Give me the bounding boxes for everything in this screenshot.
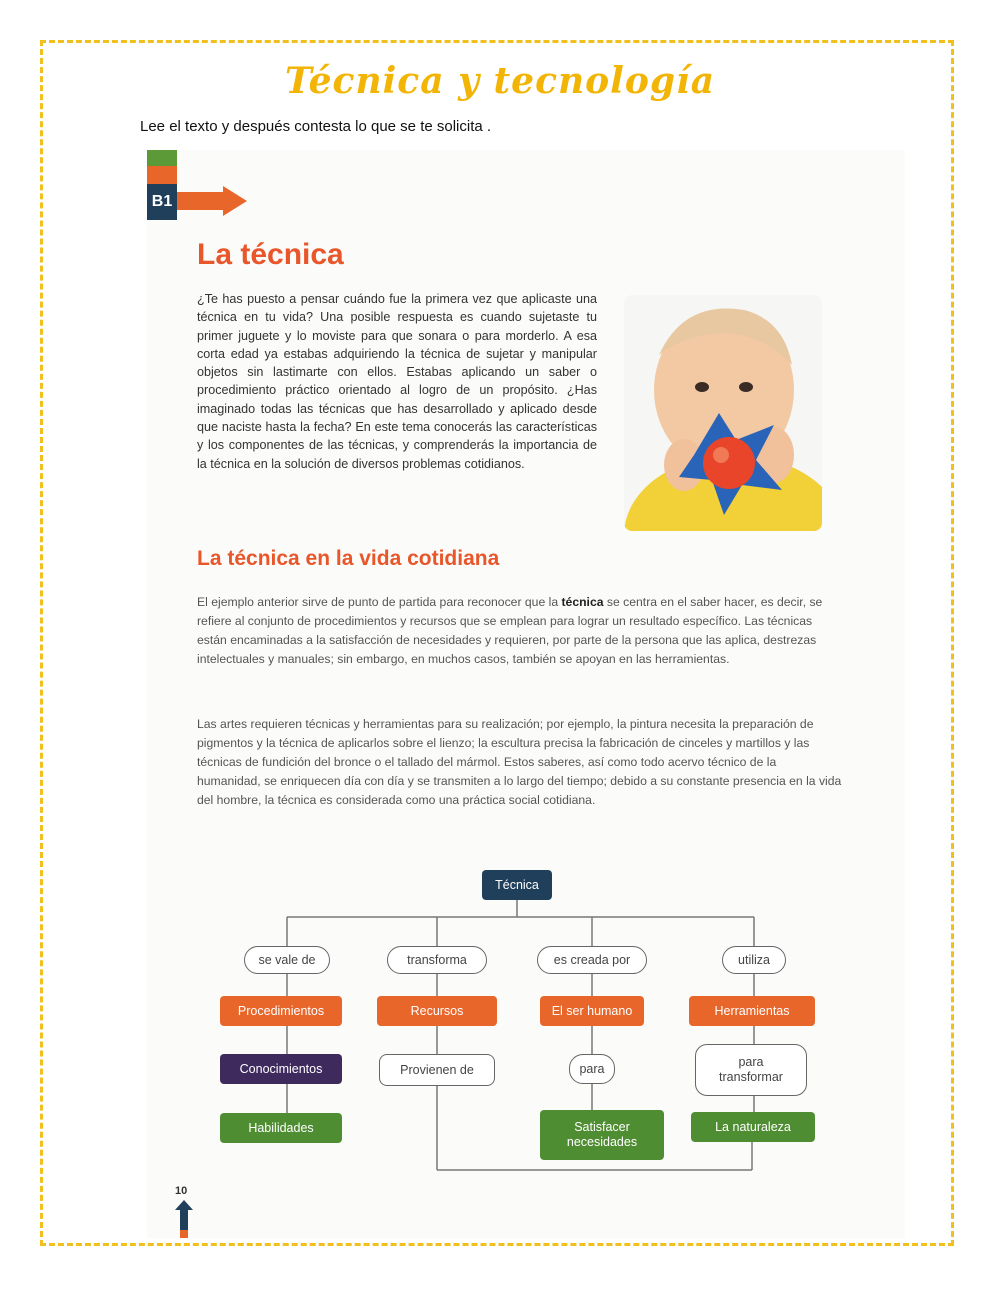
paragraph-2 (197, 593, 842, 669)
node-el-ser-humano: El ser humano (540, 996, 644, 1026)
node-satisfacer-necesidades: Satisfacer necesidades (540, 1110, 664, 1160)
node-conocimientos: Conocimientos (220, 1054, 342, 1084)
block-tag-label: B1 (147, 184, 177, 220)
subsection-heading: La técnica en la vida cotidiana (197, 547, 500, 570)
paragraph-2-bold-term: técnica (561, 595, 604, 609)
baby-photo (624, 295, 822, 531)
tab-orange-stripe (147, 166, 177, 184)
section-heading: La técnica (197, 238, 344, 271)
link-es-creada-por: es creada por (537, 946, 647, 974)
arrow-right-icon (177, 186, 247, 216)
textbook-page (147, 150, 905, 1238)
instruction-text: Lee el texto y después contesta lo que se te solicita . (140, 118, 492, 135)
node-herramientas: Herramientas (689, 996, 815, 1026)
paragraph-3: Las artes requieren técnicas y herramientas para su realización; por ejemplo, la pintura necesita la preparación de pigmentos y la técnica de aplicarlos sobre el lienzo; la escultura precisa la fabricación de cinceles y martillos y las técnicas de fundición del bronce o el tallado del mármol. Estos saberes, así como todo acervo técnico de la humanidad, se enriquecen día con día y se transmiten a lo largo del tiempo; debido a su constante presencia en la vida del hombre, la técnica es considerada como una práctica social cotidiana. (197, 717, 842, 807)
paragraph-2-start: El ejemplo anterior sirve de punto de partida para reconocer que la (197, 595, 562, 609)
node-para: para (569, 1054, 615, 1084)
node-procedimientos: Procedimientos (220, 996, 342, 1026)
page-number: 10 (175, 1185, 188, 1197)
paragraph-2-end: se centra en el saber hacer, es decir, se refiere al conjunto de procedimientos y recursos que se emplean para lograr un resultado específico. Las técnicas están encaminadas a la satisfacción de necesidades y requieren, por parte de la persona que las aplica, destrezas intelectuales y manuales; sin embargo, en muchos casos, también se apoyan en las herramientas. (197, 595, 823, 666)
link-transforma: transforma (387, 946, 487, 974)
concept-map (207, 860, 827, 1180)
link-utiliza: utiliza (722, 946, 786, 974)
block-tab (147, 150, 177, 220)
page-title: Técnica y tecnología (284, 60, 716, 102)
intro-paragraph: ¿Te has puesto a pensar cuándo fue la primera vez que aplicaste una técnica en tu vida? Una posible respuesta es cuando sujetaste tu primer juguete y lo moviste para que sonara o para morderlo. A esa corta edad ya estabas adquiriendo la técnica de sujetar y manipular objetos sin lastimarte con ellos. Estabas aplicando un saber o procedimiento práctico orientado al logro de un propósito. ¿Has imaginado todas las técnicas que has desarrollado y aplicado desde que naciste hasta la fecha? En este tema conocerás las características y los componentes de las técnicas, y comprenderás la importancia de la técnica en la solución de diversos problemas cotidianos. (197, 292, 597, 471)
node-provienen-de: Provienen de (379, 1054, 495, 1086)
node-recursos: Recursos (377, 996, 497, 1026)
node-habilidades: Habilidades (220, 1113, 342, 1143)
node-tecnica: Técnica (482, 870, 552, 900)
tab-green-stripe (147, 150, 177, 166)
node-la-naturaleza: La naturaleza (691, 1112, 815, 1142)
arrow-up-icon (175, 1200, 193, 1238)
node-para-transformar: para transformar (695, 1044, 807, 1096)
link-se-vale-de: se vale de (244, 946, 330, 974)
